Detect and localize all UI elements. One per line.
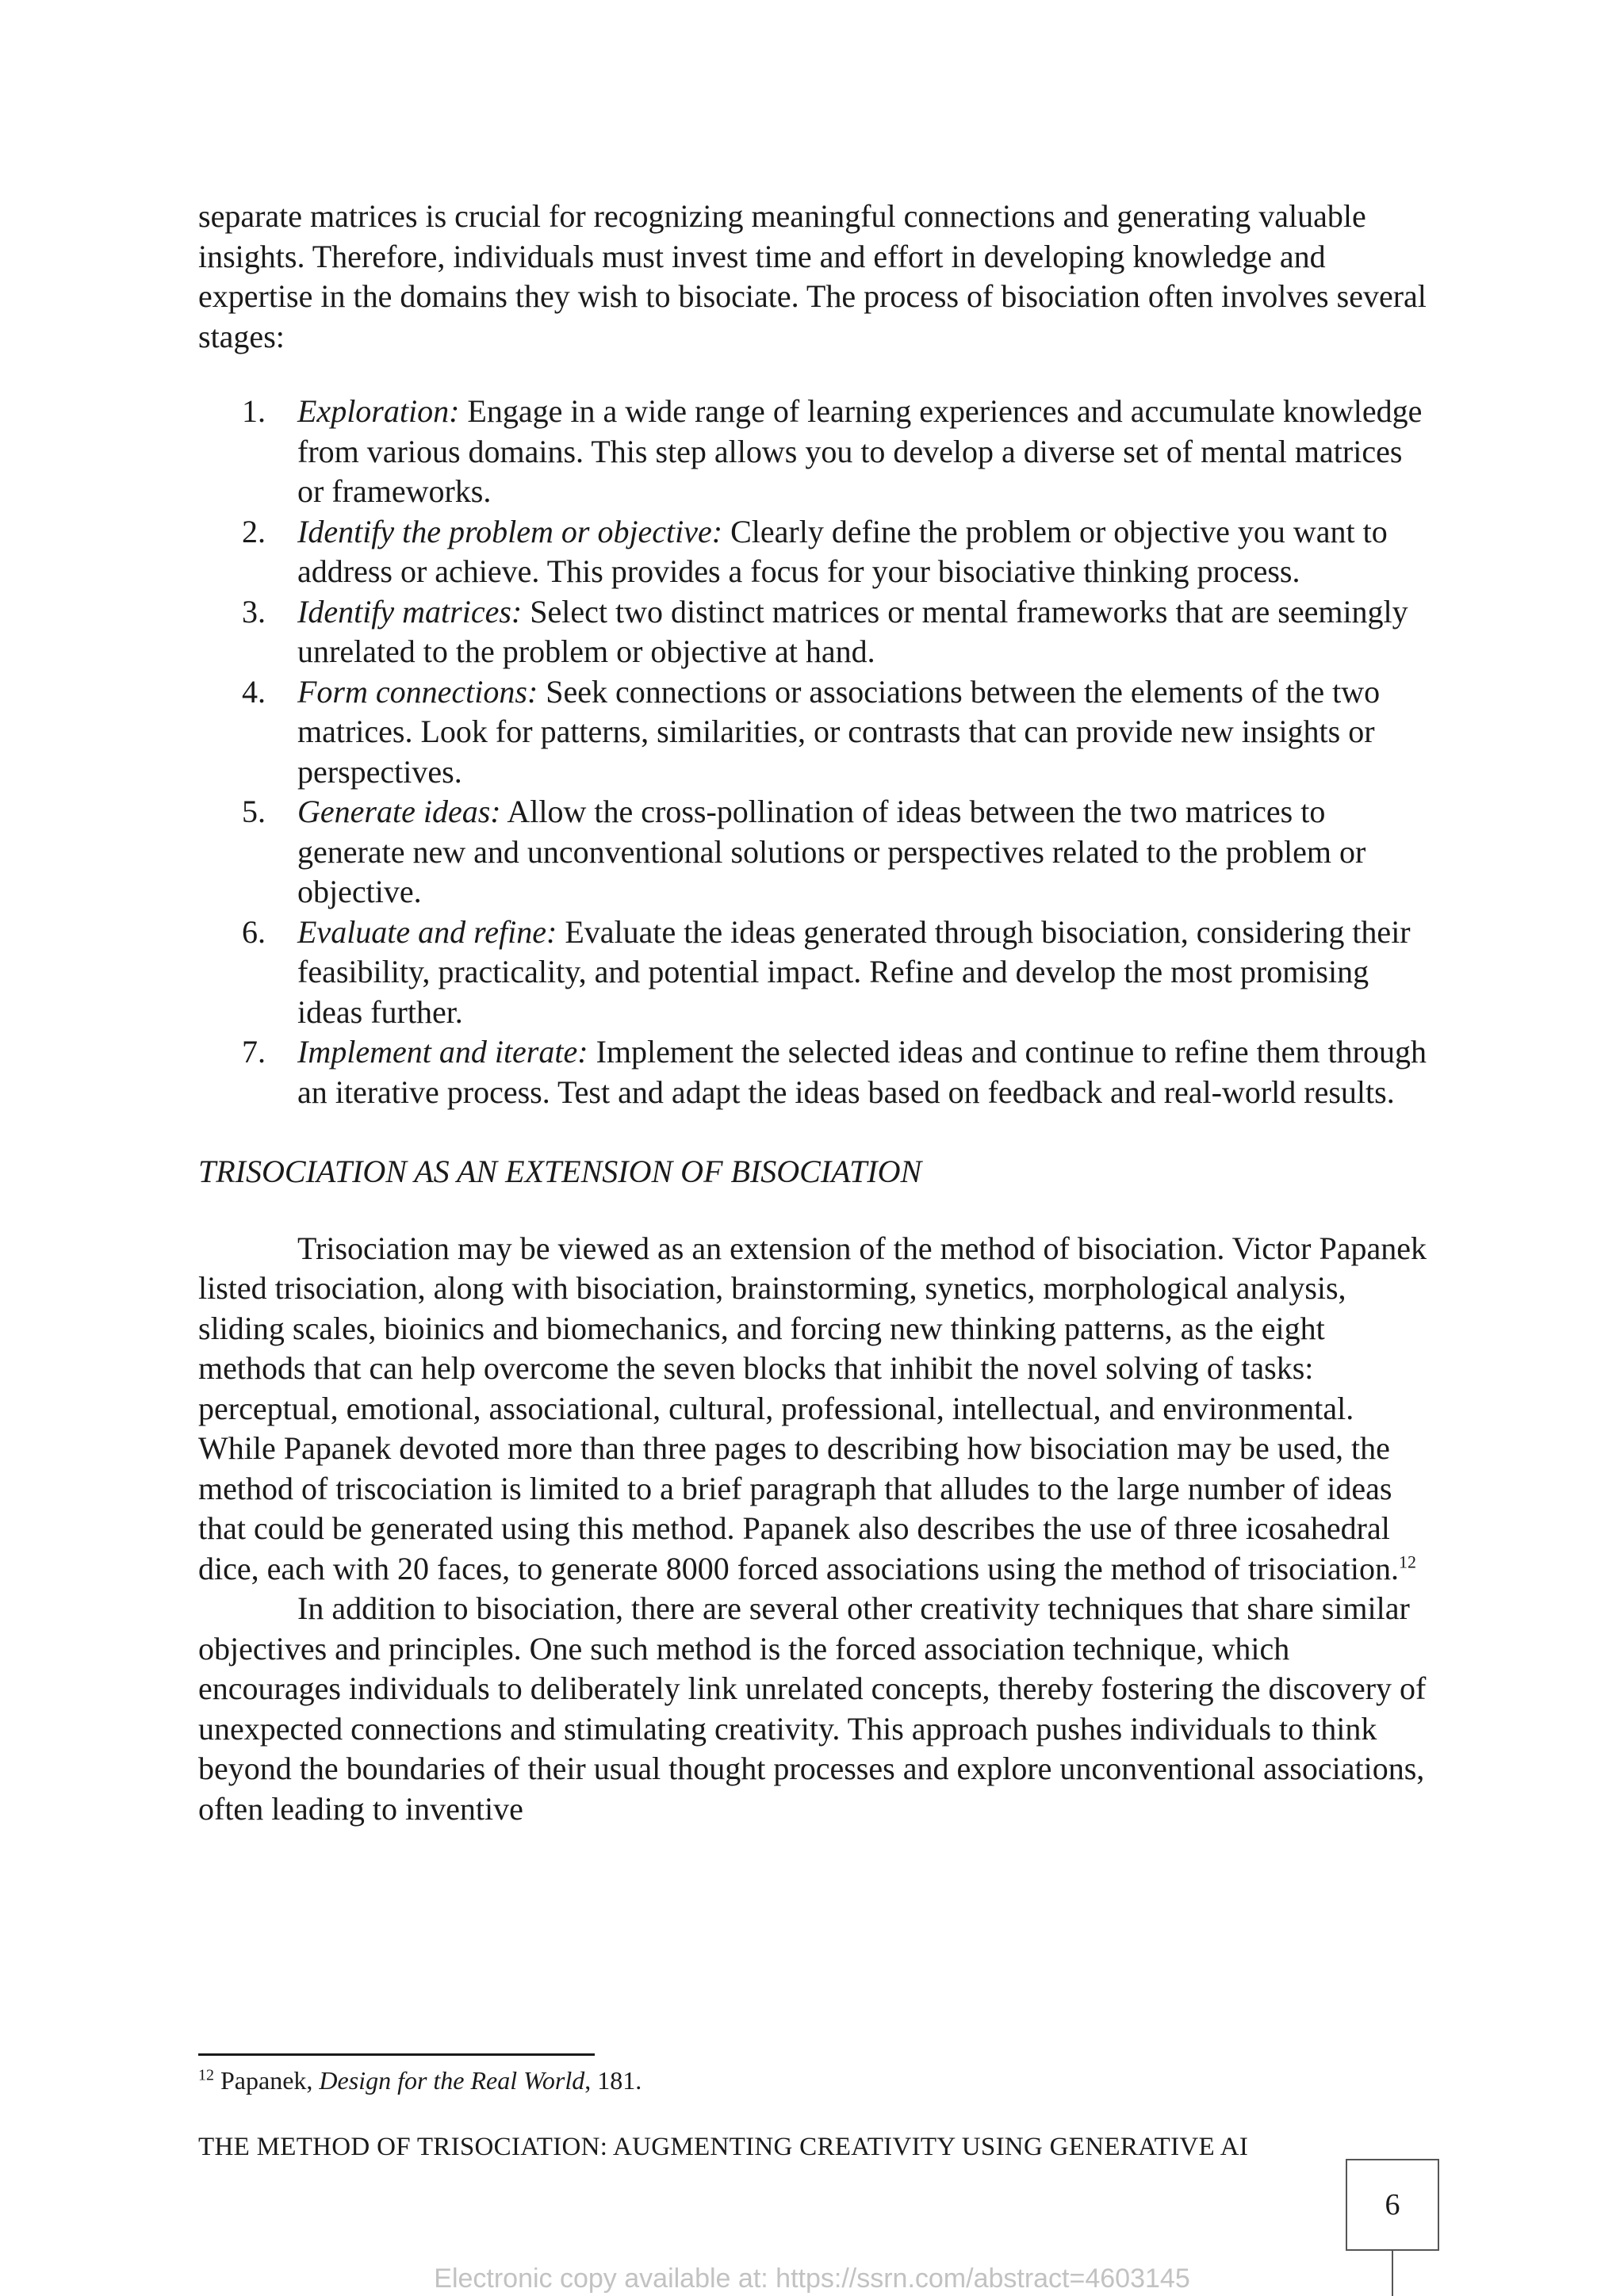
list-item-term: Generate ideas: [297, 794, 501, 829]
intro-paragraph: separate matrices is crucial for recognizing meaningful connections and generating valuable insights. Therefore, individuals must invest time and effort in developing knowledge and expertise in the domains they wish to bisociate. The process of bisociation often involves several stages: [198, 198, 1427, 354]
section-heading: TRISOCIATION AS AN EXTENSION OF BISOCIATION [198, 1154, 922, 1189]
list-item [198, 672, 1435, 793]
body-paragraph: In addition to bisociation, there are several other creativity techniques that share similar objectives and principles. One such method is the forced association technique, which encourages individuals to deliberately link unrelated concepts, thereby fostering the discovery of unexpected connections and stimulating creativity. This approach pushes individuals to think beyond the boundaries of their usual thought processes and explore unconventional associations, often leading to inventive [198, 1590, 1427, 1827]
list-item-term: Implement and iterate: [297, 1034, 588, 1070]
list-item-term: Identify the problem or objective: [297, 513, 723, 549]
footnote-reference[interactable]: 12 [1398, 1552, 1416, 1572]
list-item-number: 2. [242, 513, 266, 549]
footnote-author: Papanek, [220, 2066, 320, 2095]
footnote-title: Design for the Real World [319, 2066, 585, 2095]
list-item-text: Seek connections or associations between the elements of the two matrices. Look for patterns, similarities, or contrasts that can provide new insights or perspectives. [297, 673, 1381, 790]
list-item-number: 1. [242, 393, 266, 429]
list-item [198, 913, 1435, 1033]
paragraph-text: Trisociation may be viewed as an extension of the method of bisociation. Victor Papanek listed trisociation, along with bisociation, brainstorming, synetics, morphological analysis, sliding scales, bioinics and biomechanics, and forcing new thinking patterns, as the eight methods that can help overcome the seven blocks that inhibit the novel solving of tasks: perceptual, emotional, associational, cultural, professional, intellectual, and environmental. While Papanek devoted more than three pages to describing how bisociation may be used, the method of triscociation is limited to a brief paragraph that alludes to the large number of ideas that could be generated using this method. Papanek also describes the use of three icosahedral dice, each with 20 faces, to generate 8000 forced associations using the method of trisociation. [198, 1230, 1427, 1586]
stages-list [198, 392, 1435, 1112]
running-footer: THE METHOD OF TRISOCIATION: AUGMENTING CREATIVITY USING GENERATIVE AI [198, 2133, 1249, 2161]
page-number-box [1346, 2159, 1439, 2251]
list-item-text: Implement the selected ideas and continue to refine them through an iterative process. Test and adapt the ideas based on feedback and real-world results. [297, 1034, 1427, 1110]
list-item-term: Identify matrices: [297, 593, 523, 629]
list-item-number: 5. [242, 794, 266, 829]
list-item [198, 392, 1435, 512]
list-item-term: Exploration: [297, 393, 460, 429]
footnote-divider [198, 2053, 595, 2056]
list-item-text: Engage in a wide range of learning experiences and accumulate knowledge from various domains. This step allows you to develop a diverse set of mental matrices or frameworks. [297, 393, 1423, 509]
list-item-term: Evaluate and refine: [297, 913, 557, 950]
footnote [198, 2064, 642, 2096]
list-item [198, 792, 1435, 913]
list-item-number: 4. [242, 673, 266, 710]
list-item [198, 592, 1435, 672]
list-item-text: Clearly define the problem or objective you want to address or achieve. This provides a focus for your bisociative thinking process. [297, 513, 1388, 589]
page-body [198, 197, 1435, 1829]
page-number: 6 [1385, 2188, 1400, 2221]
body-paragraph [198, 1229, 1435, 1590]
footnote-page: , 181. [584, 2066, 642, 2095]
list-item [198, 512, 1435, 592]
list-item-text: Evaluate the ideas generated through bisociation, considering their feasibility, practicality, and potential impact. Refine and develop the most promising ideas further. [297, 913, 1411, 1030]
ssrn-watermark: Electronic copy available at: https://ssrn.com/abstract=4603145 [434, 2263, 1190, 2294]
list-item-text: Allow the cross-pollination of ideas between the two matrices to generate new and unconventional solutions or perspectives related to the problem or objective. [297, 794, 1366, 909]
list-item-term: Form connections: [297, 673, 538, 710]
list-item-number: 6. [242, 913, 266, 950]
list-item-text: Select two distinct matrices or mental frameworks that are seemingly unrelated to the problem or objective at hand. [297, 593, 1408, 669]
list-item-number: 3. [242, 593, 266, 629]
footnote-number: 12 [198, 2066, 214, 2084]
list-item-number: 7. [242, 1034, 266, 1070]
list-item [198, 1032, 1435, 1112]
